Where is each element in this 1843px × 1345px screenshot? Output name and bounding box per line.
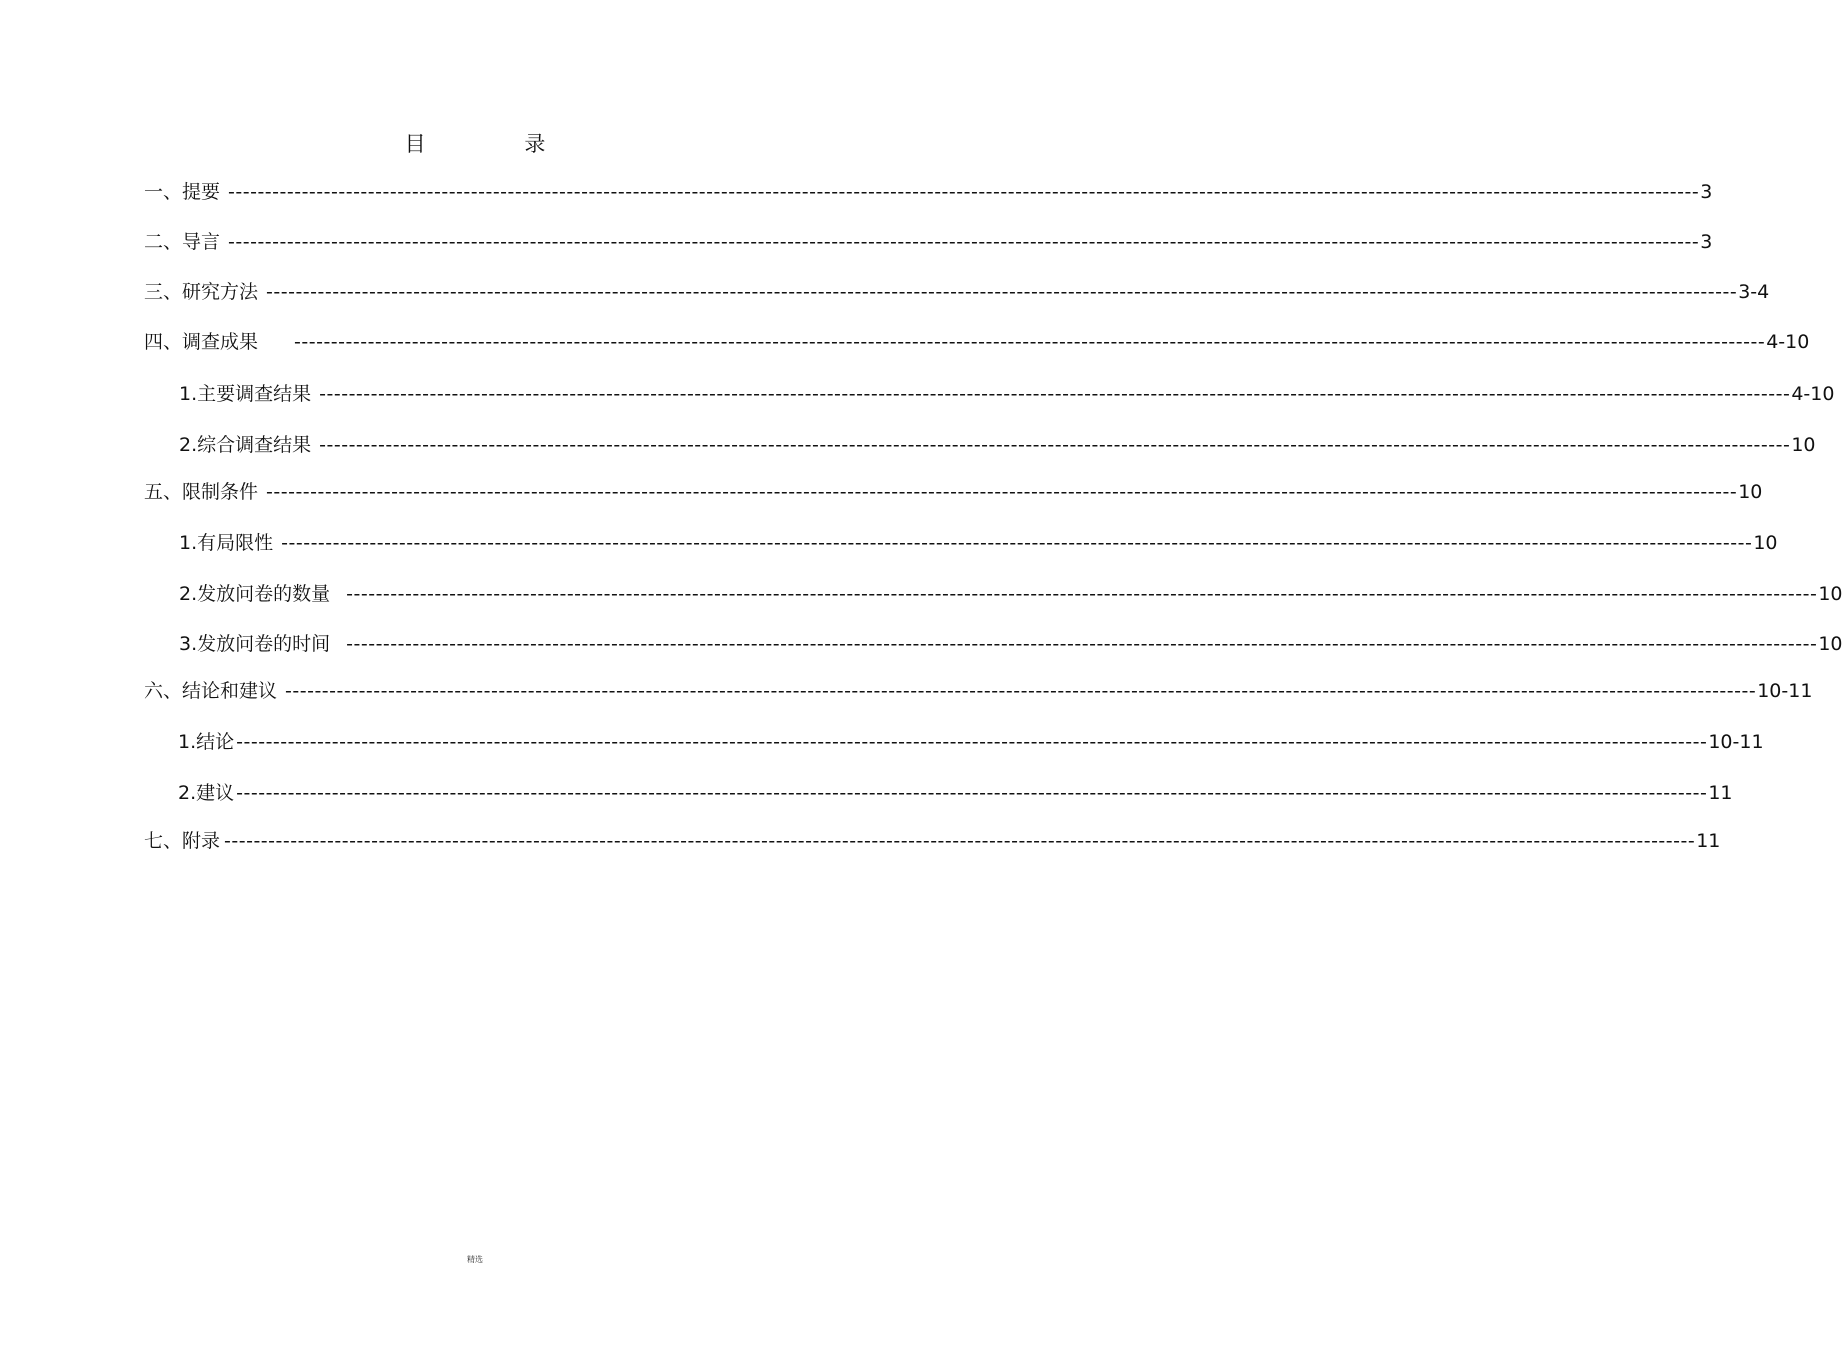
dot-leader: -------------------------------------------------------------------------------------------------------------------------------------------------------------------------------------------------------- — [281, 532, 1753, 554]
toc-entry-label: 六、结论和建议 — [144, 680, 278, 702]
dot-leader: -------------------------------------------------------------------------------------------------------------------------------------------------------------------------------------------------------- — [236, 782, 1708, 804]
toc-entry[interactable] — [179, 380, 1835, 408]
toc-entry-page: 4-10 — [1791, 383, 1835, 405]
dot-leader: -------------------------------------------------------------------------------------------------------------------------------------------------------------------------------------------------------- — [266, 281, 1738, 303]
toc-entry-label: 2.发放问卷的数量 — [179, 583, 331, 605]
dot-leader: -------------------------------------------------------------------------------------------------------------------------------------------------------------------------------------------------------- — [224, 830, 1696, 852]
toc-entry-page: 11 — [1708, 782, 1733, 804]
toc-entry-label: 1.结论 — [178, 731, 235, 753]
toc-entry[interactable] — [144, 328, 1810, 356]
toc-entry[interactable] — [179, 529, 1778, 557]
dot-leader: -------------------------------------------------------------------------------------------------------------------------------------------------------------------------------------------------------- — [285, 680, 1757, 702]
toc-entry-label: 2.综合调查结果 — [179, 434, 312, 456]
toc-entry-page: 10-11 — [1708, 731, 1764, 753]
toc-entry-label: 2.建议 — [178, 782, 235, 804]
dot-leader: -------------------------------------------------------------------------------------------------------------------------------------------------------------------------------------------------------- — [346, 633, 1818, 655]
toc-entry[interactable] — [179, 431, 1816, 459]
dot-leader: -------------------------------------------------------------------------------------------------------------------------------------------------------------------------------------------------------- — [346, 583, 1818, 605]
toc-entry-label: 三、研究方法 — [144, 281, 259, 303]
toc-entry[interactable] — [144, 827, 1721, 855]
dot-leader: -------------------------------------------------------------------------------------------------------------------------------------------------------------------------------------------------------- — [319, 383, 1791, 405]
page-title: 目 录 — [404, 132, 592, 156]
toc-entry[interactable] — [179, 630, 1843, 658]
toc-entry-label: 1.主要调查结果 — [179, 383, 312, 405]
toc-entry[interactable] — [179, 580, 1843, 608]
dot-leader: -------------------------------------------------------------------------------------------------------------------------------------------------------------------------------------------------------- — [319, 434, 1791, 456]
toc-entry[interactable] — [178, 779, 1733, 807]
toc-entry[interactable] — [144, 228, 1713, 256]
dot-leader: -------------------------------------------------------------------------------------------------------------------------------------------------------------------------------------------------------- — [228, 231, 1700, 253]
toc-entry-label: 七、附录 — [144, 830, 221, 852]
toc-entry-page: 10 — [1791, 434, 1816, 456]
dot-leader: -------------------------------------------------------------------------------------------------------------------------------------------------------------------------------------------------------- — [266, 481, 1738, 503]
toc-entry-page: 3 — [1700, 181, 1713, 203]
toc-entry-page: 11 — [1696, 830, 1721, 852]
dot-leader: -------------------------------------------------------------------------------------------------------------------------------------------------------------------------------------------------------- — [236, 731, 1708, 753]
toc-entry-label: 一、提要 — [144, 181, 221, 203]
toc-entry-page: 10 — [1738, 481, 1763, 503]
toc-entry-label: 二、导言 — [144, 231, 221, 253]
toc-entry-label: 四、调查成果 — [144, 331, 259, 353]
dot-leader: -------------------------------------------------------------------------------------------------------------------------------------------------------------------------------------------------------- — [228, 181, 1700, 203]
toc-entry-page: 10-11 — [1757, 680, 1813, 702]
toc-entry-page: 3 — [1700, 231, 1713, 253]
toc-entry[interactable] — [178, 728, 1764, 756]
toc-entry-page: 4-10 — [1766, 331, 1810, 353]
toc-entry-page: 3-4 — [1738, 281, 1770, 303]
toc-entry-page: 10 — [1818, 583, 1843, 605]
toc-entry[interactable] — [144, 478, 1763, 506]
toc-entry[interactable] — [144, 278, 1770, 306]
page-footer: 精选 — [467, 1255, 483, 1264]
toc-entry-page: 10 — [1818, 633, 1843, 655]
dot-leader: -------------------------------------------------------------------------------------------------------------------------------------------------------------------------------------------------------- — [294, 331, 1766, 353]
toc-entry-page: 10 — [1753, 532, 1778, 554]
toc-entry[interactable] — [144, 677, 1813, 705]
toc-entry-label: 3.发放问卷的时间 — [179, 633, 331, 655]
toc-entry-label: 五、限制条件 — [144, 481, 259, 503]
toc-entry-label: 1.有局限性 — [179, 532, 274, 554]
toc-entry[interactable] — [144, 178, 1713, 206]
